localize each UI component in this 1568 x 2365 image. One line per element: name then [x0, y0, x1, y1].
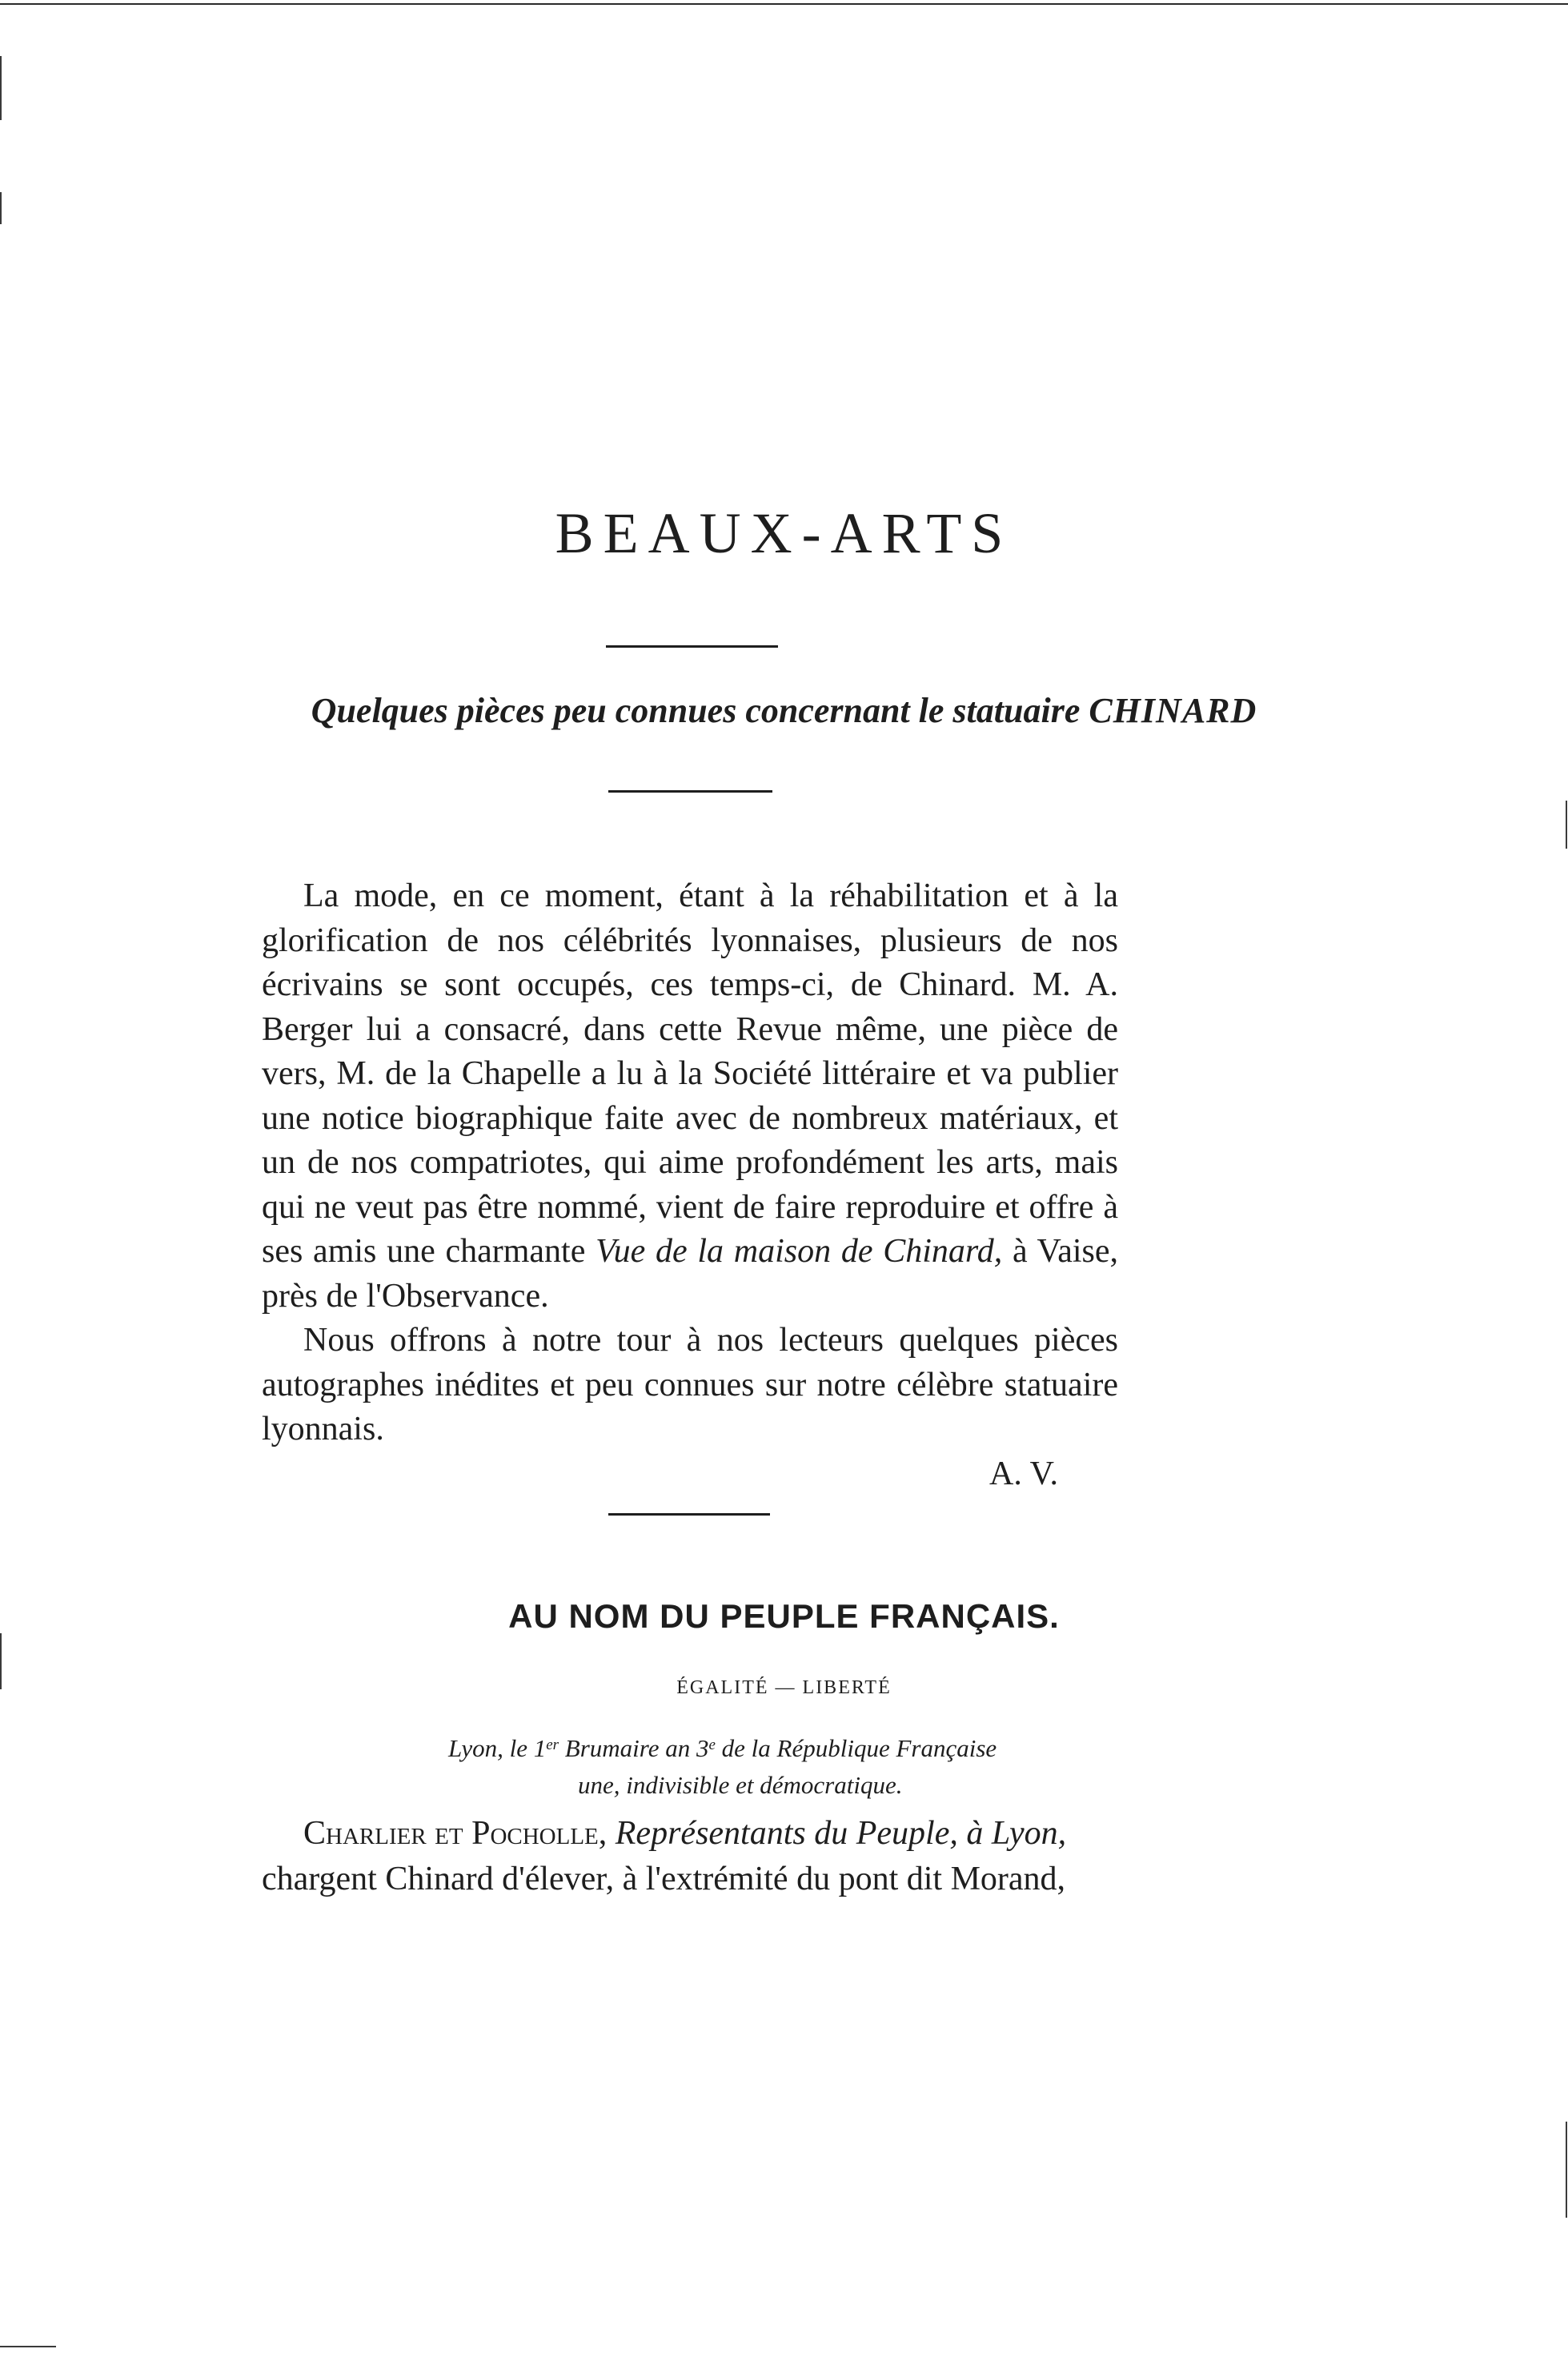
subtitle-prefix: Quelques pièces peu connues concernant le statuaire — [311, 691, 1081, 730]
dateline-line-1 — [448, 1727, 1105, 1767]
article-subtitle — [0, 693, 1568, 729]
dateline — [448, 1727, 1105, 1804]
scan-edge-mark-bottom — [0, 2346, 56, 2347]
scan-edge-mark-right-1 — [1566, 801, 1567, 849]
dateline-text-c: de la République Française — [715, 1734, 997, 1762]
scan-edge-mark-left-1 — [0, 56, 2, 120]
dateline-sup-b: e — [708, 1737, 716, 1753]
dateline-text-a: Lyon, le 1 — [448, 1734, 547, 1762]
signature-line — [262, 1452, 1118, 1497]
page-title: BEAUX-ARTS — [555, 501, 1013, 565]
page-top-edge — [0, 3, 1568, 5]
subtitle-name: CHINARD — [1089, 691, 1257, 730]
dateline-text-b: Brumaire an 3 — [559, 1734, 709, 1762]
scan-edge-mark-right-2 — [1566, 2122, 1567, 2218]
decree-paragraph — [262, 1811, 1130, 1902]
section-divider — [608, 1513, 770, 1516]
dateline-line-2: une, indivisible et démocratique. — [578, 1771, 903, 1799]
motto: ÉGALITÉ — LIBERTÉ — [676, 1677, 892, 1698]
intro-italic-title: Vue de la maison de Chinard, — [596, 1233, 1003, 1270]
intro-text-2: Nous offrons à notre tour à nos lecteurs quelques pièces autographes inédites et peu connues sur notre célèbre statuaire lyonnais. — [262, 1322, 1118, 1448]
decree-text — [262, 1811, 1130, 1902]
dateline-sup-a: er — [546, 1737, 559, 1753]
intro-paragraph — [262, 874, 1118, 1319]
section-heading: AU NOM DU PEUPLE FRANÇAIS. — [508, 1597, 1060, 1635]
intro-paragraph-2 — [262, 1319, 1118, 1452]
title-divider — [606, 645, 778, 648]
decree-names: Charlier et Pocholle, — [303, 1815, 608, 1852]
introduction — [262, 874, 1118, 1496]
subtitle-divider — [608, 790, 772, 793]
intro-text-1: La mode, en ce moment, étant à la réhabilitation et à la glorification de nos célébrités lyonnaises, plusieurs de nos écrivains se sont occupés, ces temps-ci, de Chinard. M. A. Berger lui a consacré, dans cette Revue même, une pièce de vers, M. de la Chapelle a lu à la Société littéraire et va publier une notice biographique faite avec de nombreux matériaux, et un de nos compatriotes, qui aime profondément les arts, mais qui ne veut pas être nommé, vient de faire reproduire et offre à ses amis une charmante — [262, 877, 1118, 1270]
decree-titles: Représentants du Peuple, à Lyon, — [615, 1815, 1067, 1852]
signature: A. V. — [989, 1455, 1058, 1492]
scan-edge-mark-left-2 — [0, 192, 2, 224]
decree-body: chargent Chinard d'élever, à l'extrémité du pont dit Morand, — [262, 1861, 1066, 1897]
intro-text-1-end: à Vaise, près de l'Observance. — [262, 1233, 1119, 1315]
